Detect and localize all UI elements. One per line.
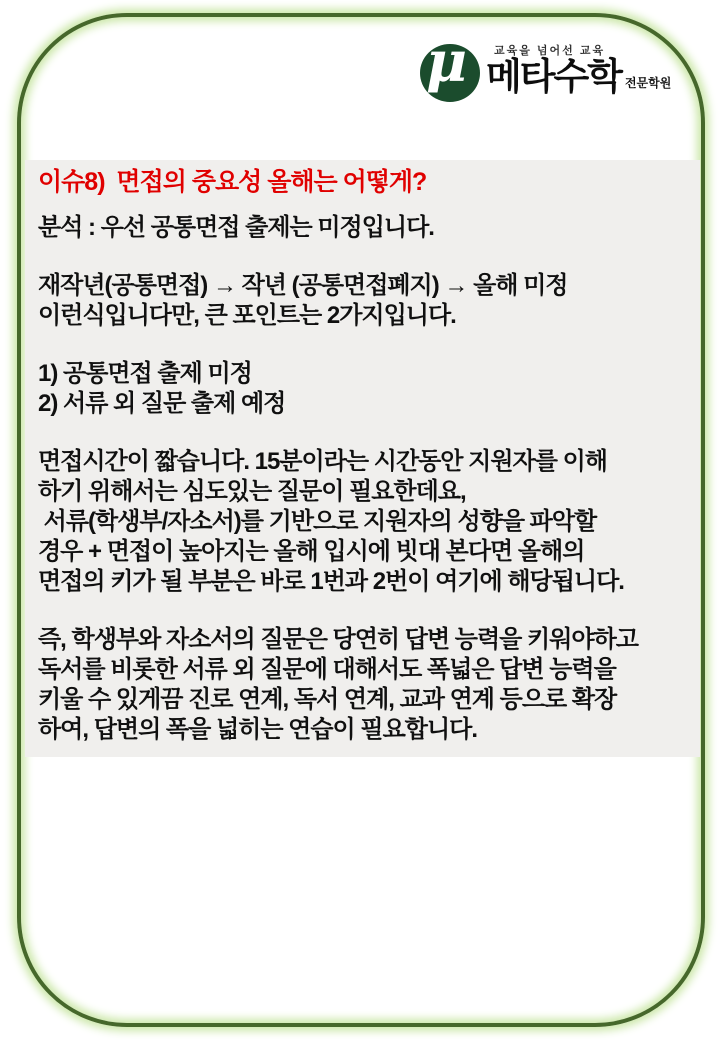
logo-name: 메타수학 (486, 56, 621, 97)
logo-tagline: 교육을 넘어선 교육 (494, 45, 606, 57)
logo-suffix: 전문학원 (624, 75, 672, 90)
logo-name-row (486, 58, 671, 97)
mu-glyph: μ (426, 29, 467, 95)
text-line: 하기 위해서는 심도있는 질문이 필요한데요, (38, 478, 466, 505)
issue-heading: 이슈8) 면접의 중요성 올해는 어떻게? (38, 168, 427, 196)
text-line: 면접시간이 짧습니다. 15분이라는 시간동안 지원자를 이해 (38, 448, 607, 475)
academy-logo (420, 29, 672, 102)
text-line: 면접의 키가 될 부분은 바로 1번과 2번이 여기에 해당됩니다. (38, 568, 624, 595)
paragraph (38, 271, 690, 331)
logo-mu-icon (420, 29, 480, 102)
logo-text (486, 38, 671, 97)
paragraph (38, 625, 690, 745)
text-line: 하여, 답변의 폭을 넓히는 연습이 필요합니다. (38, 716, 477, 743)
text-line: 서류(학생부/자소서)를 기반으로 지원자의 성향을 파악할 (38, 508, 597, 535)
text-line: 재작년(공통면접) → 작년 (공통면접폐지) → 올해 미정 (38, 272, 568, 299)
paragraph (38, 213, 690, 243)
text-line: 분석 : 우선 공통면접 출제는 미정입니다. (38, 214, 434, 241)
analysis-text-block (25, 160, 700, 757)
text-line: 경우 + 면접이 높아지는 올해 입시에 빗대 본다면 올해의 (38, 538, 585, 565)
paragraphs-container (38, 213, 690, 745)
text-line: 키울 수 있게끔 진로 연계, 독서 연계, 교과 연계 등으로 확장 (38, 686, 617, 713)
text-line: 즉, 학생부와 자소서의 질문은 당연히 답변 능력을 키워야하고 (38, 626, 638, 653)
text-line: 이런식입니다만, 큰 포인트는 2가지입니다. (38, 302, 456, 329)
text-line: 독서를 비롯한 서류 외 질문에 대해서도 폭넓은 답변 능력을 (38, 656, 616, 683)
paragraph (38, 359, 690, 419)
text-line: 1) 공통면접 출제 미정 (38, 360, 252, 387)
paragraph (38, 447, 690, 597)
text-line: 2) 서류 외 질문 출제 예정 (38, 390, 286, 417)
